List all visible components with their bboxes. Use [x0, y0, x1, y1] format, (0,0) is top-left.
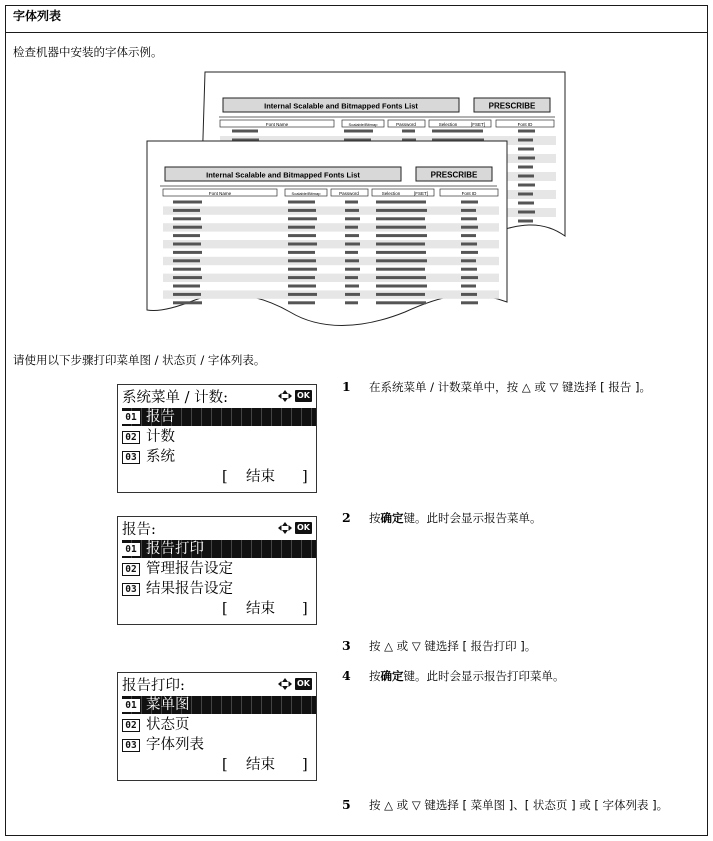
ok-key-label: 确定: [380, 511, 404, 525]
font-row-sample: [461, 259, 476, 262]
font-row-sample: [518, 148, 534, 151]
font-row-sample: [461, 226, 478, 229]
font-row-sample: [518, 139, 533, 142]
font-row-sample: [173, 226, 202, 229]
font-row-stripe: [163, 290, 499, 298]
back-col-selection: Selection: [438, 122, 458, 127]
front-sheet-title: Internal Scalable and Bitmapped Fonts List: [206, 170, 360, 180]
font-row-sample: [461, 293, 477, 296]
step-text: 按 △ 或 ▽ 键选择 [ 报告打印 ]。: [369, 639, 537, 653]
font-row-sample: [518, 184, 535, 187]
down-arrow-icon: ▽: [411, 798, 421, 812]
back-col-fset: [FSET]: [470, 122, 486, 127]
font-row-sample: [173, 201, 202, 204]
arrow-keys-icon: [278, 678, 292, 690]
lcd-item[interactable]: [122, 428, 175, 446]
item-label: 计数: [146, 429, 175, 445]
font-row-sample: [345, 251, 358, 254]
end-label: 结束: [246, 469, 275, 485]
arrow-keys-icon: [278, 390, 292, 402]
font-row-sample: [345, 285, 359, 288]
font-row-sample: [376, 251, 426, 254]
font-row-sample: [376, 217, 425, 220]
item-number: 02: [122, 563, 140, 576]
font-row-sample: [173, 293, 201, 296]
lcd-item[interactable]: [122, 448, 175, 466]
nav-indicator: [278, 390, 312, 402]
font-row-sample: [518, 175, 534, 178]
lcd-header: [122, 521, 314, 539]
font-row-sample: [376, 285, 427, 288]
font-row-sample: [173, 301, 202, 304]
ok-key-icon: OK: [297, 679, 310, 688]
font-row-sample: [173, 268, 201, 271]
up-arrow-icon: △: [384, 639, 394, 653]
font-row-sample: [288, 301, 315, 304]
intro-text: 检查机器中安装的字体示例。: [13, 45, 163, 59]
font-row-sample: [518, 211, 535, 214]
font-row-sample: [345, 234, 359, 237]
arrow-keys-icon: [278, 522, 292, 534]
font-row-sample: [288, 268, 317, 271]
lcd-header-text: 报告:: [122, 522, 156, 538]
up-arrow-icon: △: [521, 380, 531, 394]
step-number: 2: [342, 510, 351, 525]
item-label: 状态页: [146, 717, 190, 733]
font-row-sample: [345, 243, 360, 246]
item-label: 结果报告设定: [146, 581, 233, 597]
font-row-sample: [518, 157, 535, 160]
front-sheet-brand: PRESCRIBE: [430, 170, 478, 180]
lcd-item-selected[interactable]: [122, 696, 316, 714]
font-row-sample: [518, 202, 534, 205]
back-col-font-id: Font ID: [517, 122, 533, 127]
font-row-sample: [345, 276, 358, 279]
font-row-sample: [288, 259, 316, 262]
back-col-font-name: Font Name: [265, 122, 289, 127]
font-row-sample: [173, 251, 202, 254]
font-row-sample: [345, 268, 360, 271]
item-number: 03: [122, 451, 140, 464]
back-col-password: Password: [396, 122, 416, 127]
item-label: 管理报告设定: [146, 561, 233, 577]
font-row-sample: [461, 301, 478, 304]
end-soft-key[interactable]: [ 结束 ]: [222, 757, 308, 773]
item-number: 01: [122, 543, 140, 556]
step-number: 1: [342, 379, 351, 394]
font-row-sample: [376, 268, 425, 271]
step-number: 3: [342, 638, 351, 653]
font-row-sample: [376, 234, 427, 237]
item-number: 02: [122, 719, 140, 732]
lcd-item[interactable]: [122, 736, 204, 754]
font-row-sample: [461, 234, 476, 237]
back-sheet-brand: PRESCRIBE: [488, 101, 536, 111]
up-arrow-icon: △: [384, 798, 394, 812]
step-number: 4: [342, 668, 351, 683]
font-list-illustration: [0, 0, 713, 345]
step-3: [342, 638, 536, 654]
ok-key-icon: OK: [297, 523, 310, 532]
font-row-sample: [402, 130, 415, 133]
step-text: 按确定键。此时会显示报告打印菜单。: [369, 669, 565, 683]
item-label: 系统: [146, 449, 175, 465]
font-row-sample: [288, 209, 316, 212]
front-col-font-name: Font Name: [208, 191, 232, 196]
down-arrow-icon: ▽: [411, 639, 421, 653]
font-row-sample: [345, 209, 359, 212]
front-col-scalable: Scalable/Bitmap: [291, 191, 321, 196]
font-row-sample: [518, 166, 533, 169]
lcd-screen-report-print: [117, 672, 317, 781]
font-row-sample: [461, 268, 477, 271]
item-number: 01: [122, 699, 140, 712]
back-col-scalable: Scalable/Bitmap: [348, 122, 378, 127]
lcd-item[interactable]: [122, 560, 233, 578]
font-row-sample: [376, 226, 426, 229]
step-1: [342, 379, 651, 395]
nav-indicator: [278, 678, 312, 690]
lcd-item[interactable]: [122, 580, 233, 598]
item-label: 字体列表: [146, 737, 204, 753]
step-text: 按确定键。此时会显示报告菜单。: [369, 511, 542, 525]
back-sheet-title: Internal Scalable and Bitmapped Fonts List: [264, 101, 418, 111]
lcd-header-text: 系统菜单 / 计数:: [122, 390, 228, 406]
lcd-item-selected[interactable]: [122, 408, 316, 426]
step-4: [342, 668, 565, 684]
font-row-sample: [288, 293, 317, 296]
font-row-sample: [376, 243, 425, 246]
font-row-sample: [345, 217, 360, 220]
front-sheet: [147, 141, 507, 326]
font-row-sample: [288, 243, 317, 246]
font-row-sample: [376, 259, 427, 262]
font-row-sample: [288, 226, 315, 229]
font-row-sample: [288, 251, 315, 254]
step-text: 按 △ 或 ▽ 键选择 [ 菜单图 ]、[ 状态页 ] 或 [ 字体列表 ]。: [369, 798, 669, 812]
front-col-font-id: Font ID: [461, 191, 477, 196]
font-row-sample: [345, 293, 360, 296]
section-title: 字体列表: [13, 9, 62, 23]
step-5: [342, 797, 668, 813]
font-row-sample: [173, 243, 201, 246]
font-row-stripe: [163, 274, 499, 282]
item-number: 02: [122, 431, 140, 444]
font-row-sample: [344, 130, 373, 133]
font-row-sample: [461, 201, 478, 204]
font-row-sample: [173, 276, 202, 279]
font-row-sample: [345, 301, 358, 304]
font-row-sample: [232, 130, 258, 133]
font-row-sample: [288, 217, 317, 220]
end-label: 结束: [246, 601, 275, 617]
ok-key-icon: OK: [297, 391, 310, 400]
lcd-header-text: 报告打印:: [122, 678, 185, 694]
step-text: 在系统菜单 / 计数菜单中，按 △ 或 ▽ 键选择 [ 报告 ]。: [369, 380, 651, 394]
font-row-sample: [461, 209, 476, 212]
font-row-sample: [173, 209, 200, 212]
font-row-stripe: [163, 257, 499, 265]
font-row-sample: [376, 209, 427, 212]
lcd-header: [122, 389, 314, 407]
font-row-sample: [518, 220, 533, 223]
font-row-sample: [376, 301, 426, 304]
font-row-stripe: [163, 223, 499, 231]
step-2: [342, 510, 542, 526]
font-row-sample: [345, 259, 359, 262]
front-col-password: Password: [339, 191, 359, 196]
instruction-text: 请使用以下步骤打印菜单图 / 状态页 / 字体列表。: [13, 353, 266, 367]
font-row-sample: [173, 217, 201, 220]
item-number: 03: [122, 583, 140, 596]
font-row-sample: [173, 259, 200, 262]
front-col-fset: [FSET]: [413, 191, 429, 196]
font-row-stripe: [163, 206, 499, 214]
lcd-item[interactable]: [122, 716, 190, 734]
front-col-selection: Selection: [381, 191, 401, 196]
font-row-sample: [461, 217, 477, 220]
lcd-screen-system-menu: [117, 384, 317, 493]
font-row-sample: [461, 251, 478, 254]
lcd-item-selected[interactable]: [122, 540, 316, 558]
font-row-sample: [288, 201, 315, 204]
font-row-sample: [461, 276, 478, 279]
lcd-header: [122, 677, 314, 695]
font-row-sample: [173, 285, 200, 288]
item-label: 报告打印: [146, 541, 204, 557]
font-row-sample: [461, 285, 476, 288]
font-row-sample: [288, 285, 316, 288]
font-row-sample: [288, 276, 315, 279]
font-row-sample: [173, 234, 200, 237]
nav-indicator: [278, 522, 312, 534]
font-row-sample: [288, 234, 316, 237]
font-row-sample: [376, 276, 426, 279]
item-number: 03: [122, 739, 140, 752]
font-row-sample: [518, 193, 533, 196]
font-row-sample: [461, 243, 477, 246]
font-row-sample: [432, 130, 483, 133]
font-row-sample: [345, 201, 358, 204]
font-row-sample: [376, 201, 426, 204]
item-number: 01: [122, 411, 140, 424]
lcd-screen-report: [117, 516, 317, 625]
down-arrow-icon: ▽: [549, 380, 559, 394]
end-soft-key[interactable]: [ 结束 ]: [222, 601, 308, 617]
step-number: 5: [342, 797, 351, 812]
font-row-sample: [518, 130, 535, 133]
item-label: 报告: [146, 409, 175, 425]
end-label: 结束: [246, 757, 275, 773]
font-row-sample: [345, 226, 358, 229]
font-row-sample: [376, 293, 425, 296]
end-soft-key[interactable]: [ 结束 ]: [222, 469, 308, 485]
ok-key-label: 确定: [380, 669, 404, 683]
item-label: 菜单图: [146, 697, 190, 713]
font-row-stripe: [163, 240, 499, 248]
